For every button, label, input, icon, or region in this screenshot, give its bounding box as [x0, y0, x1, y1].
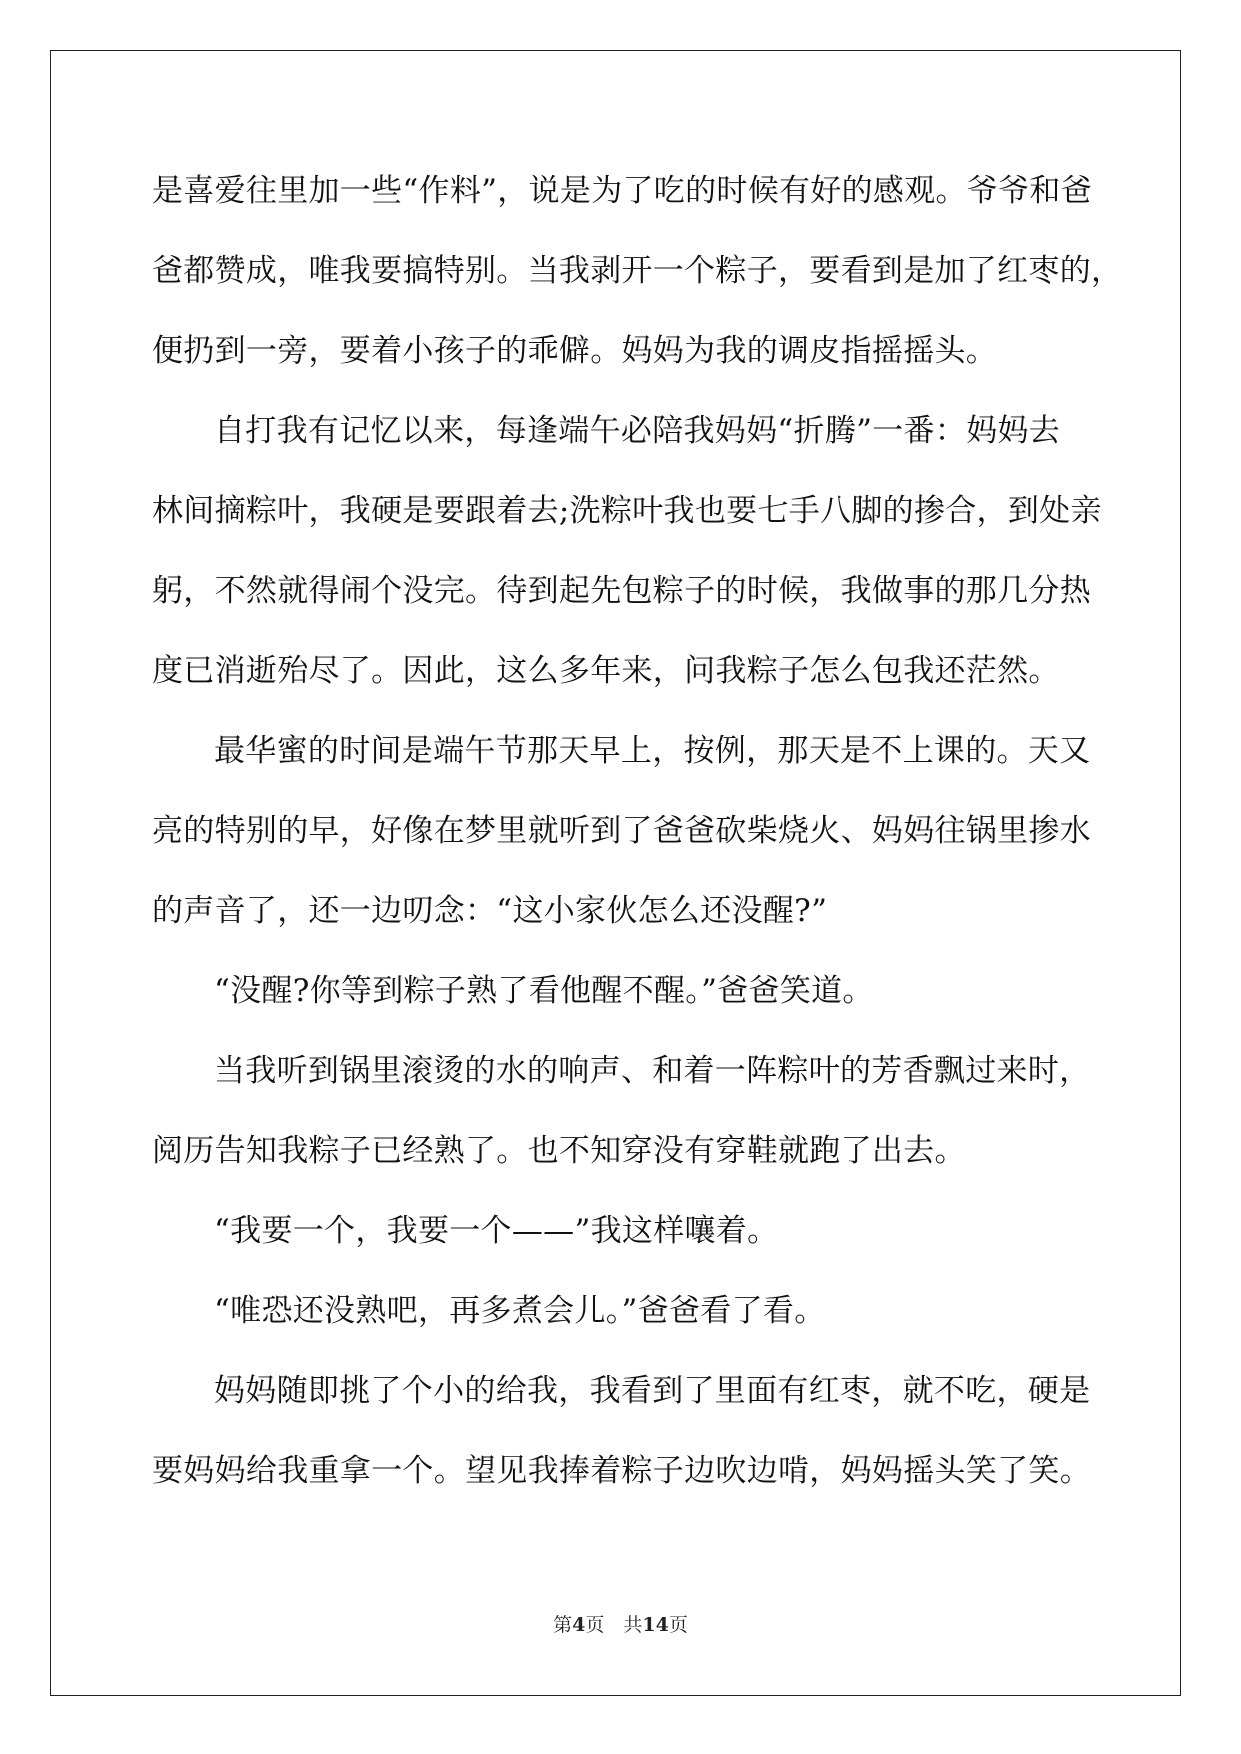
page-number-prefix: 第 — [553, 1614, 573, 1636]
text-line: 躬，不然就得闹个没完。待到起先包粽子的时候，我做事的那几分热 — [152, 573, 1091, 609]
text-line: 度已消逝殆尽了。因此，这么多年来，问我粽子怎么包我还茫然。 — [152, 653, 1060, 689]
text-line: 的声音了，还一边叨念：“这小家伙怎么还没醒?” — [152, 893, 828, 929]
paragraph-first-line: 当我听到锅里滚烫的水的响声、和着一阵粽叶的芳香飘过来时， — [214, 1053, 1091, 1089]
paragraph-first-line: 最华蜜的时间是端午节那天早上，按例，那天是不上课的。天又 — [214, 733, 1091, 769]
document-body — [152, 163, 1123, 1523]
page-number-suffix: 页 — [668, 1614, 688, 1636]
paragraph-first-line: “没醒?你等到粽子熟了看他醒不醒。”爸爸笑道。 — [214, 973, 874, 1009]
paragraph-first-line: “我要一个，我要一个——”我这样嚷着。 — [214, 1213, 779, 1249]
page-number-mid: 页 共 — [585, 1614, 643, 1636]
text-line: 亮的特别的早，好像在梦里就听到了爸爸砍柴烧火、妈妈往锅里掺水 — [152, 813, 1091, 849]
paragraph-first-line: 自打我有记忆以来，每逢端午必陪我妈妈“折腾”一番：妈妈去 — [214, 413, 1061, 449]
page-number-current: 4 — [572, 1614, 586, 1636]
text-line: 阅历告知我粽子已经熟了。也不知穿没有穿鞋就跑了出去。 — [152, 1133, 966, 1169]
paragraph-first-line: “唯恐还没熟吧，再多煮会儿。”爸爸看了看。 — [214, 1293, 826, 1329]
text-line: 是喜爱往里加一些“作料”，说是为了吃的时候有好的感观。爷爷和爸 — [152, 173, 1092, 209]
page-number — [0, 1610, 1241, 1637]
text-line: 林间摘粽叶，我硬是要跟着去;洗粽叶我也要七手八脚的掺合，到处亲 — [152, 493, 1102, 529]
paragraph-first-line: 妈妈随即挑了个小的给我，我看到了里面有红枣，就不吃，硬是 — [214, 1373, 1091, 1409]
text-line: 要妈妈给我重拿一个。望见我捧着粽子边吹边啃，妈妈摇头笑了笑。 — [152, 1453, 1091, 1489]
page-number-total: 14 — [642, 1614, 669, 1636]
text-line: 爸都赞成，唯我要搞特别。当我剥开一个粽子，要看到是加了红枣的， — [152, 253, 1123, 289]
text-line: 便扔到一旁，要着小孩子的乖僻。妈妈为我的调皮指摇摇头。 — [152, 333, 998, 369]
